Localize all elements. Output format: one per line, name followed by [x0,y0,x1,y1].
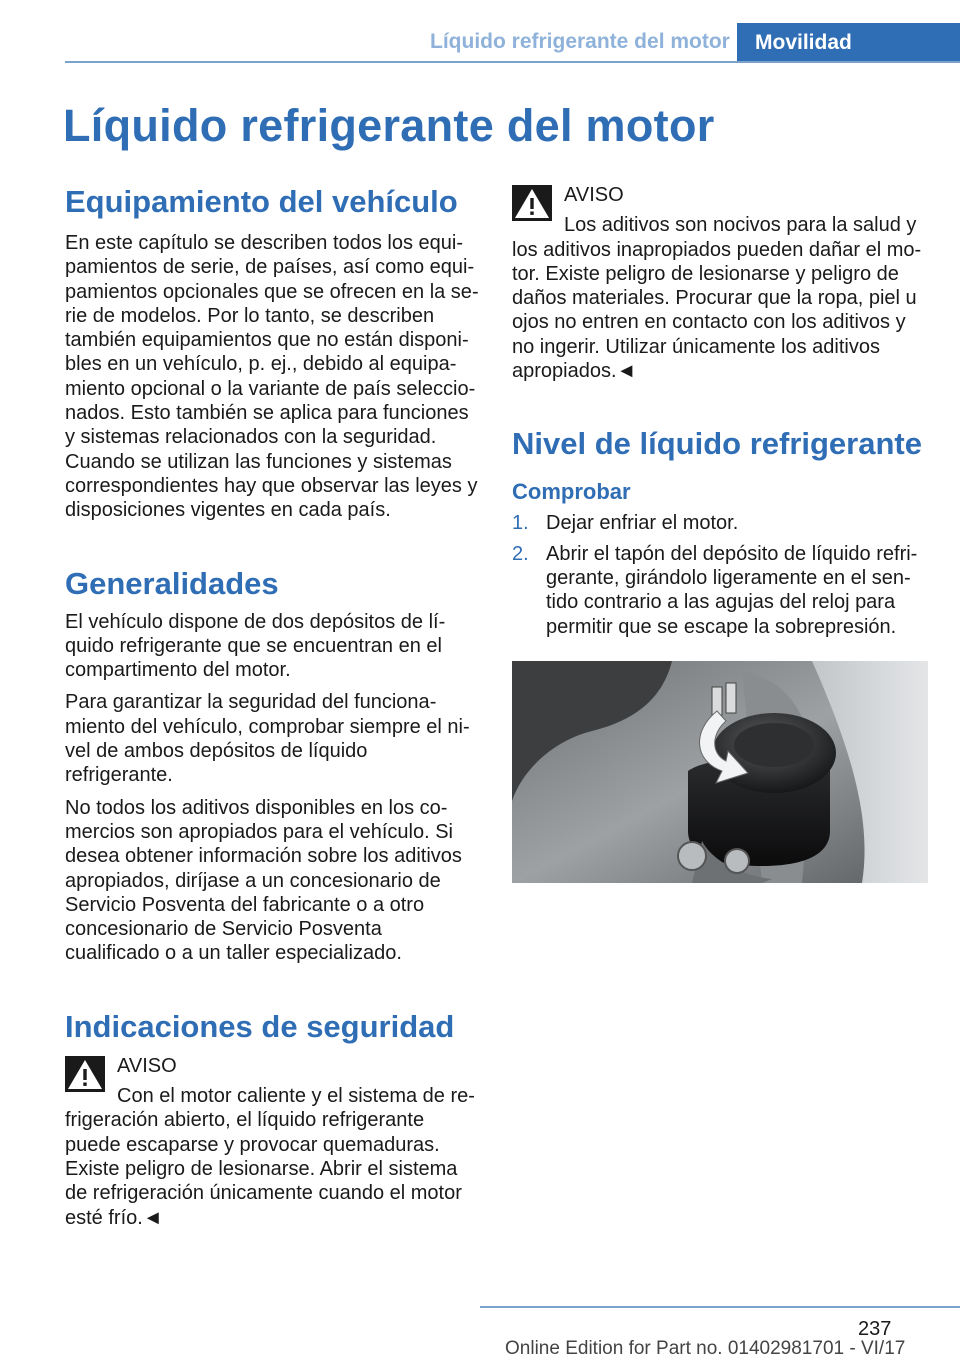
step-text: Abrir el tapón del depósito de líquido refrigerante, girándolo ligeramente en el sentido contrario a las agujas del reloj para permitir que se escape la sobrepresión. [546,542,918,638]
warning-triangle-icon [65,1056,105,1092]
step-number: 2. [512,542,529,565]
heading-comprobar: Comprobar [512,479,631,505]
page-title: Líquido refrigerante del motor [63,100,715,151]
step-text: Dejar enfriar el motor. [546,512,739,535]
warning-title: AVISO [117,1054,177,1077]
generalidades-paragraph-2: Para garantizar la seguridad del funcionamiento del vehículo, comprobar siempre el nivel de ambos depósitos de líquido refrigerante. [65,691,470,787]
generalidades-paragraph-1: El vehículo dispone de dos depósitos de líquido refrigerante que se encuentran en el compartimento del motor. [65,610,446,682]
right-column [512,183,928,883]
warning-block-additives [512,183,928,383]
warning-triangle-icon [512,185,552,221]
header-section-title: Líquido refrigerante del motor [430,30,730,53]
warning-text: Los aditivos son nocivos para la salud y los aditivos inapropiados pueden dañar el motor. Existe peligro de lesionarse y peligro de daños materiales. Procurar que la ropa, piel u ojos no entren en contacto con los aditivos y no ingerir. Utilizar únicamente los aditivos apropiados.◄ [512,214,922,383]
header-rule [65,61,960,63]
header-chapter-tab[interactable] [737,23,960,63]
generalidades-paragraph-3: No todos los aditivos disponibles en los comercios son apropiados para el vehículo. Si desea obtener información sobre los aditivos apropiados, diríjase a un concesionario de Servicio Posventa del fabricante o a otro concesionario de Servicio Posventa cualificado o a un taller especializado. [65,796,462,965]
list-item [512,542,928,639]
page-number: 237 [858,1318,892,1340]
list-item [512,511,928,535]
heading-generalidades: Generalidades [65,565,279,601]
heading-equipamiento: Equipamiento del vehículo [65,184,458,219]
coolant-reservoir-image [512,661,928,883]
steps-list [512,511,928,638]
equipamiento-text: En este capítulo se describen todos los equipamientos de serie, de países, así como equipamientos opcionales que se ofrecen en la serie de modelos. Por lo tanto, se describen también equipamientos que no están disponibles en un vehículo, p. ej., debido al equipamiento opcional o la variante de país seleccionados. Esto también se aplica para funciones y sistemas relacionados con la seguridad. Cuando se utilizan las funciones y sistemas correspondientes hay que observar las leyes y disposiciones vigentes en cada país. [65,232,479,522]
left-column [65,183,479,1230]
warning-block-hot-engine [65,1054,479,1230]
footer-rule [480,1306,960,1308]
edition-note: Online Edition for Part no. 01402981701 - VI/17 [505,1338,906,1359]
warning-title: AVISO [564,184,624,206]
header-tab-label: Movilidad [755,31,852,54]
heading-indicaciones-seguridad: Indicaciones de seguridad [65,1008,455,1044]
warning-text: Con el motor caliente y el sistema de refrigeración abierto, el líquido refrigerante puede escaparse y provocar quemaduras. Existe peligro de lesionarse. Abrir el sistema de refrigeración únicamente cuando el motor esté frío.◄ [65,1085,475,1229]
step-number: 1. [512,512,529,535]
heading-nivel-liquido: Nivel de líquido refrigerante [512,426,922,462]
